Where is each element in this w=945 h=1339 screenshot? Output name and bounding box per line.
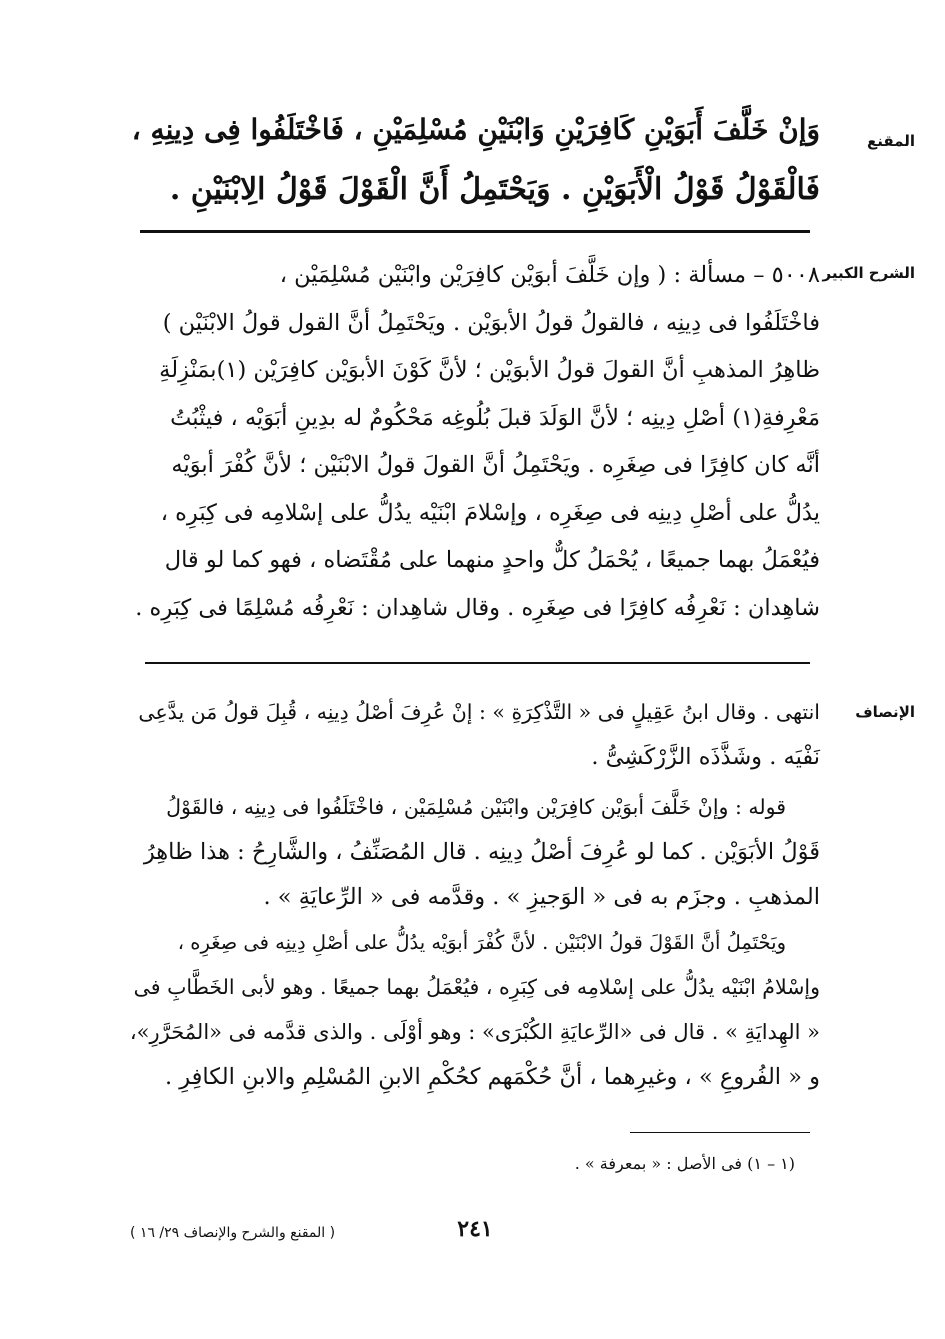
sharh-line: شاهِدان : نَعْرِفُه كافِرًا فى صِغَرِه . وقال شاهِدان : نَعْرِفُه مُسْلِمًا فى كِبَرِه . <box>135 594 820 621</box>
section-label-sharh: الشرح الكبير <box>822 264 915 282</box>
sharh-line: ٥٠٠٨ – مسألة : ( وإن خَلَّفَ أبوَيْن كافِرَيْن وابْنَيْن مُسْلِمَيْن ، <box>279 262 820 288</box>
insaf-line: « الهِدايَةِ » . قال فى «الرِّعايَةِ الكُبْرَى» : وهو أوْلَى . والذى قدَّمه فى «المُحَرَّرِ»، <box>129 1020 820 1044</box>
sharh-line: مَعْرِفةِ(١) أصْلِ دِينِه ؛ لأنَّ الوَلَدَ قبلَ بُلُوغِه مَحْكُومٌ له بدِينِ أبَوَيْه ، فيثْبُتُ <box>170 404 820 431</box>
insaf-paragraph <box>130 785 820 920</box>
sharh-line: ظاهِرُ المذهبِ أنَّ القولَ قولُ الأبوَيْن ؛ لأنَّ كَوْنَ الأبوَيْن كافِرَيْن (١)بمَنْزِلَةِ <box>159 357 820 383</box>
sharh-line: أنَّه كان كافِرًا فى صِغَرِه . ويَحْتَمِلُ أنَّ القولَ قولُ الابْنَيْن ؛ لأنَّ كُفْرَ أبوَيْه <box>171 452 820 478</box>
running-footer: ( المقنع والشرح والإنصاف ٢٩/ ١٦ ) <box>130 1225 336 1241</box>
footnote: (١ – ١) فى الأصل : « بمعرفة » . <box>574 1154 795 1173</box>
matn-line: فَالْقَوْلُ قَوْلُ الْأَبَوَيْنِ . وَيَحْتَمِلُ أَنَّ الْقَوْلَ قَوْلُ الِابْنَيْنِ . <box>169 172 820 207</box>
footnote-divider <box>630 1132 810 1133</box>
insaf-paragraph <box>130 920 820 1100</box>
insaf-paragraph <box>130 690 820 780</box>
insaf-line: نَفْيَه . وشَذَّذَه الزَّرْكَشِىُّ . <box>591 744 820 770</box>
insaf-line: ويَحْتَمِلُ أنَّ القَوْلَ قولُ الابْنَيْن . لأنَّ كُفْرَ أبوَيْه يدُلُّ على أصْلِ دِينِه فى صِغَرِه ، <box>177 931 786 954</box>
sharh-line: فيُعْمَلُ بهما جميعًا ، يُحْمَلُ كلٌّ واحدٍ منهما على مُقْتَضاه ، فهو كما لو قال <box>164 547 820 573</box>
sharh-line: يدُلُّ على أصْلِ دِينِه فى صِغَرِه ، وإسْلامَ ابْنَيْه يدُلُّ على إسْلامِه فى كِبَرِه ، <box>160 499 820 526</box>
sharh-divider <box>145 662 810 664</box>
insaf-line: قَوْلُ الأبَوَيْن . كما لو عُرِفَ أصْلُ دِينِه . قال المُصَنِّفُ ، والشَّارِحُ : هذا ظاهِرُ <box>143 839 820 865</box>
matn-line: وَإنْ خَلَّفَ أَبَوَيْنِ كَافِرَيْنِ وَابْنَيْنِ مُسْلِمَيْنِ ، فَاخْتَلَفُوا فِى دِينِهِ ، <box>131 113 820 146</box>
sharh-line: فاخْتَلَفُوا فى دِينِه ، فالقولُ قولُ الأبوَيْن . ويَحْتَمِلُ أنَّ القول قولُ الابْنَيْن ) <box>162 309 820 336</box>
section-label-muqni: المقنع <box>867 132 915 150</box>
insaf-line: وإسْلامُ ابْنَيْه يدُلُّ على إسْلامِه فى كِبَرِه ، فيُعْمَلُ بهما جميعًا . وهو لأبى الخَطَّابِ فى <box>133 975 820 999</box>
sharh-text <box>130 252 820 632</box>
insaf-line: المذهبِ . وجزَم به فى « الوَجيزِ » . وقدَّمه فى « الرِّعايَةِ » . <box>263 884 820 910</box>
insaf-line: قوله : وإنْ خَلَّفَ أبوَيْن كافِرَيْن وابْنَيْن مُسْلِمَيْن ، فاخْتَلَفُوا فى دِينِه ، فالقَوْلُ <box>166 795 786 819</box>
insaf-line: انتهى . وقال ابنُ عَقِيلٍ فى « التَّذْكِرَةِ » : إنْ عُرِفَ أصْلُ دِينِه ، قُبِلَ قولُ مَن يدَّعِى <box>138 700 820 724</box>
insaf-line: و « الفُروعِ » ، وغيرِهما ، أنَّ حُكْمَهم كحُكْمِ الابنِ المُسْلِمِ والابنِ الكافِرِ . <box>164 1064 820 1090</box>
section-label-insaf: الإنصاف <box>855 703 915 721</box>
page-number: ٢٤١ <box>457 1216 493 1242</box>
matn-text <box>130 100 820 220</box>
matn-divider <box>140 230 810 233</box>
